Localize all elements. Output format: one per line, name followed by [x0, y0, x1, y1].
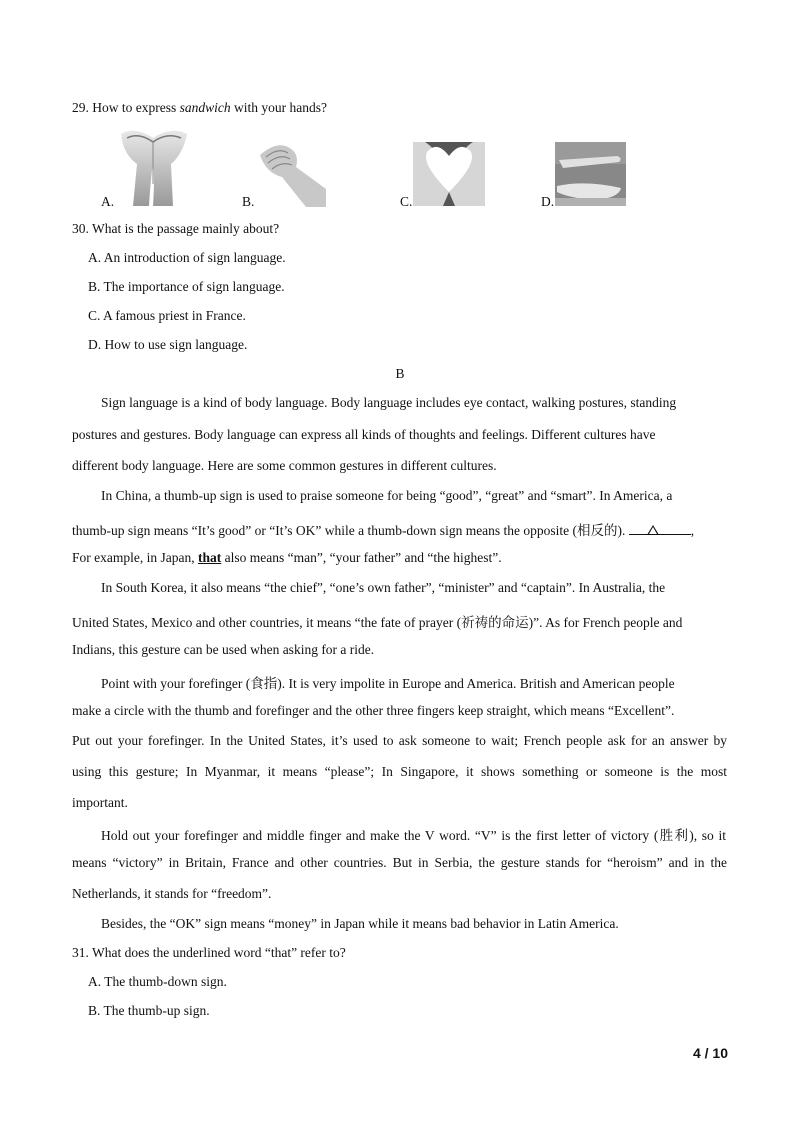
passage-p3-line-2: United States, Mexico and other countries, it means “the fate of prayer (祈祷的命运)”. As for French people and [72, 615, 683, 630]
page-number: 4 / 10 [692, 1045, 728, 1061]
passage-p2-line-3: For example, in Japan, that also means “man”, “your father” and “the highest”. [72, 550, 502, 565]
passage-p1-line-3: different body language. Here are some common gestures in different cultures. [72, 458, 497, 473]
passage-p4-line-1: Point with your forefinger (食指). It is very impolite in Europe and America. British and American people [101, 676, 675, 691]
question-30-stem: 30. What is the passage mainly about? [72, 221, 280, 236]
answer-blank[interactable] [629, 522, 691, 535]
question-31-option-b[interactable]: B. The thumb-up sign. [88, 1003, 210, 1018]
question-31-stem: 31. What does the underlined word “that” refer to? [72, 945, 346, 960]
passage-p3-line-1: In South Korea, it also means “the chief”, “one’s own father”, “minister” and “captain”. In Australia, the [101, 580, 666, 595]
question-30-option-a[interactable]: A. An introduction of sign language. [88, 250, 286, 265]
option-c-label[interactable]: C. [400, 194, 413, 209]
passage-p5-line-1: Hold out your forefinger and middle finger and make the V word. “V” is the first letter of victory (胜利), so it [101, 828, 726, 843]
question-29-emphasis: sandwich [179, 100, 231, 115]
passage-p5-line-2: means “victory” in Britain, France and other countries. But in Serbia, the gesture stands for “heroism” and in the [72, 855, 727, 870]
passage-p3-line-3: Indians, this gesture can be used when asking for a ride. [72, 642, 375, 657]
option-d-label[interactable]: D. [541, 194, 555, 209]
question-29-stem: 29. How to express sandwich with your hands? [72, 100, 327, 115]
passage-p2-line-1: In China, a thumb-up sign is used to praise someone for being “good”, “great” and “smart”. In America, a [101, 488, 673, 503]
question-30-option-b[interactable]: B. The importance of sign language. [88, 279, 285, 294]
option-b-clasped-hands-image [256, 137, 328, 207]
option-a-label[interactable]: A. [101, 194, 115, 209]
passage-p4-line-5: important. [72, 795, 128, 810]
question-31-option-a[interactable]: A. The thumb-down sign. [88, 974, 227, 989]
passage-p2-line-2: thumb-up sign means “It’s good” or “It’s OK” while a thumb-down sign means the opposite (相反的). , [72, 523, 695, 538]
passage-p6-line-1: Besides, the “OK” sign means “money” in Japan while it means bad behavior in Latin America. [101, 916, 619, 931]
passage-p1-line-1: Sign language is a kind of body language. Body language includes eye contact, walking postures, standing [101, 395, 677, 410]
passage-p4-line-3: Put out your forefinger. In the United States, it’s used to ask someone to wait; French people ask for an answer by [72, 733, 727, 748]
passage-p4-line-4: using this gesture; In Myanmar, it means “please”; In Singapore, it shows something or someone is the most [72, 764, 727, 779]
underlined-word-that: that [197, 550, 222, 565]
triangle-marker-icon [647, 525, 659, 535]
option-b-label[interactable]: B. [242, 194, 255, 209]
section-label: B [395, 366, 405, 381]
passage-p4-line-2: make a circle with the thumb and forefinger and the other three fingers keep straight, which means “Excellent”. [72, 703, 675, 718]
passage-p5-line-3: Netherlands, it stands for “freedom”. [72, 886, 272, 901]
option-d-sandwich-hands-image [555, 142, 626, 206]
option-c-heart-hands-image [413, 142, 485, 206]
option-a-cupped-hands-image [113, 124, 195, 206]
question-30-option-d[interactable]: D. How to use sign language. [88, 337, 248, 352]
question-30-option-c[interactable]: C. A famous priest in France. [88, 308, 246, 323]
passage-p1-line-2: postures and gestures. Body language can express all kinds of thoughts and feelings. Different cultures have [72, 427, 656, 442]
